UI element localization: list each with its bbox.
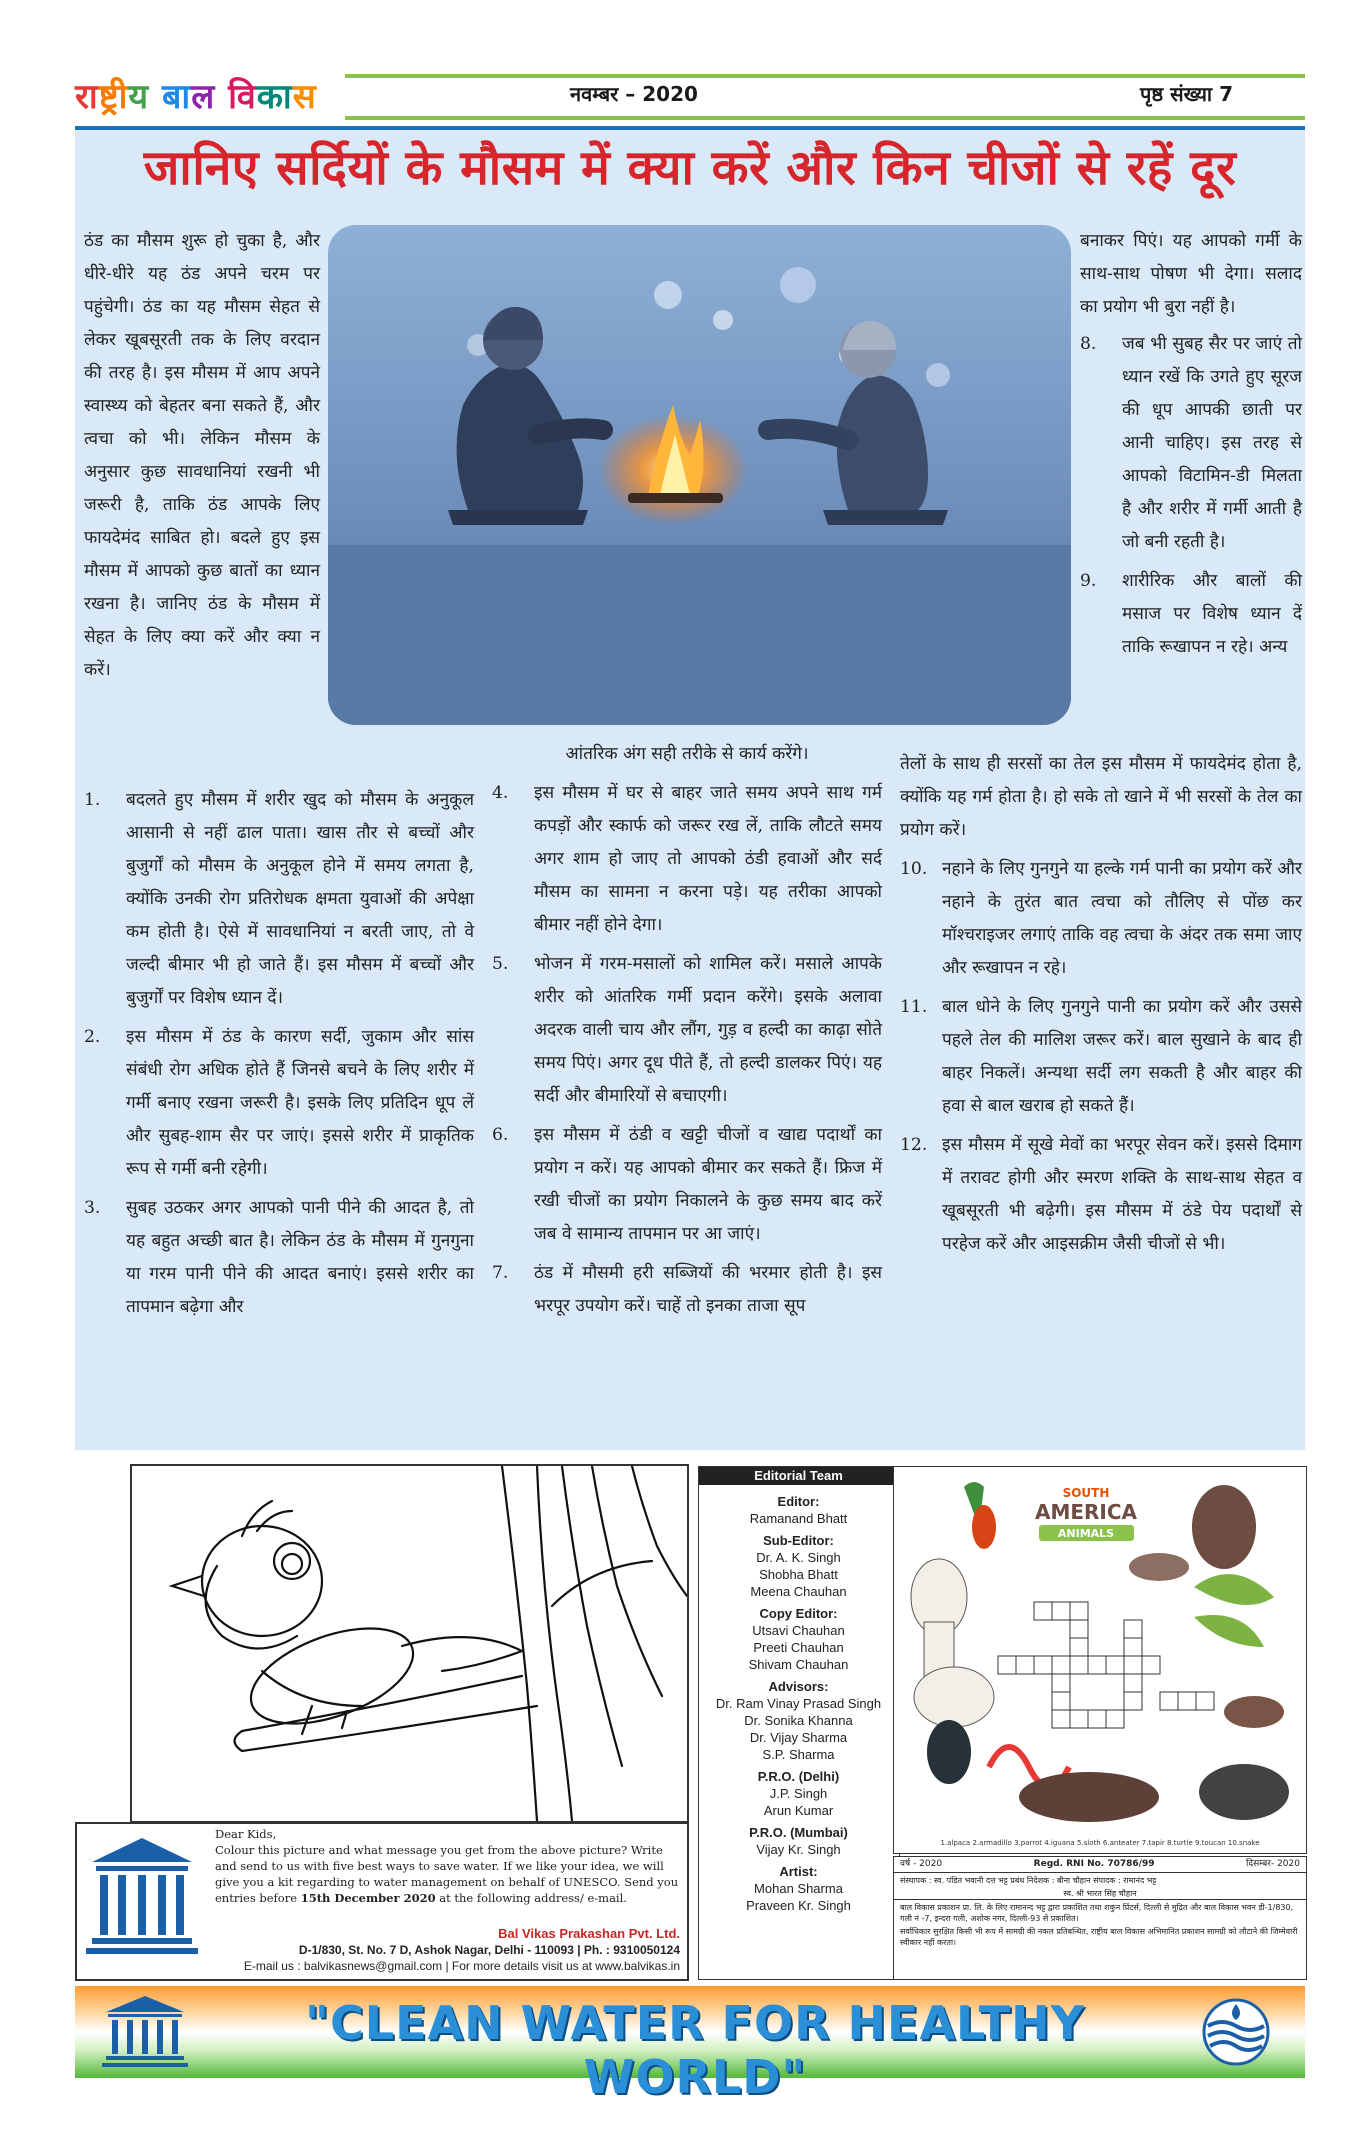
list-item-text: इस मौसम में सूखे मेवों का भरपूर सेवन करें। इससे दिमाग में तरावट होगी और स्मरण शक्ति के साथ-साथ सेहत व खूबसूरती भी बढ़ेगी। इस मौसम में ठंडे पेय पदार्थों से परहेज करें और आइसक्रीम जैसी चीजों से भी। — [942, 1135, 1302, 1254]
editorial-list — [699, 1488, 898, 1914]
list-item-number: 2. — [84, 1027, 101, 1047]
list-item-text: नहाने के लिए गुनगुने या हल्के गर्म पानी का प्रयोग करें और नहाने के तुरंत बात त्वचा को तौलिए से पोंछ कर मॉश्चराइजर लगाएं ताकि वह त्वचा के अंदर तक समा जाए और रूखापन न रहे। — [942, 859, 1302, 978]
imprint-month: दिसम्बर- 2020 — [1246, 1859, 1300, 1869]
article-column-2 — [492, 738, 882, 1329]
imprint-founder-2: स्व. श्री भारत सिंह चौहान — [894, 1888, 1306, 1900]
editorial-name: Dr. A. K. Singh — [756, 1550, 841, 1565]
editorial-name: Utsavi Chauhan — [752, 1623, 845, 1638]
logo-letter: स — [292, 77, 317, 117]
list-item-text: ठंड में मौसमी हरी सब्जियों की भरमार होती है। इस भरपूर उपयोग करें। चाहें तो इनका ताजा सूप — [534, 1263, 882, 1316]
list-item-number: 4. — [492, 783, 509, 803]
list-item — [492, 1119, 882, 1251]
south-america-animals-illustration — [894, 1467, 1306, 1853]
crossword-puzzle — [893, 1466, 1307, 1854]
list-item-number: 11. — [900, 997, 928, 1017]
editorial-name: Ramanand Bhatt — [749, 1511, 848, 1526]
editorial-name: Shobha Bhatt — [759, 1567, 838, 1582]
editorial-name: Praveen Kr. Singh — [746, 1898, 851, 1913]
editorial-role: P.R.O. (Mumbai) — [749, 1825, 848, 1840]
masthead-logo — [75, 72, 350, 122]
list-item-text: इस मौसम में ठंड के कारण सर्दी, जुकाम और सांस संबंधी रोग अधिक होते हैं जिनसे बचने के लिए शरीर में गर्मी बनाए रखना जरूरी है। इसके लिए प्रतिदिन धूप लें और सुबह-शाम सैर पर जाएं। इससे शरीर में प्राकृतिक रूप से गर्मी बनी रहेगी। — [126, 1027, 474, 1179]
logo-letter: का — [256, 77, 293, 117]
coloring-picture-frame — [130, 1464, 689, 1823]
editorial-role: Editor: — [777, 1494, 820, 1509]
list-item — [492, 777, 882, 942]
editorial-title: Editorial Team — [699, 1467, 898, 1485]
editorial-name: Meena Chauhan — [750, 1584, 847, 1599]
list-item-number: 10. — [900, 859, 928, 879]
article-column-1 — [84, 784, 474, 1330]
publisher-email-link[interactable]: E-mail us : balvikasnews@gmail.com | For more details visit us at www.balvikas.in — [243, 1959, 680, 1973]
logo-letter: ष्ट्री — [98, 77, 129, 117]
editorial-role: Sub-Editor: — [763, 1533, 834, 1548]
list-item-number: 1. — [84, 790, 101, 810]
column-3-lead: बनाकर पिएं। यह आपको गर्मी के साथ-साथ पोषण भी देगा। सलाद का प्रयोग भी बुरा नहीं है। — [1080, 231, 1302, 317]
list-item — [492, 1257, 882, 1323]
list-item — [900, 853, 1302, 985]
water-globe-logo — [1200, 1996, 1272, 2068]
imprint-year: वर्ष - 2020 — [900, 1859, 943, 1869]
intro-text: ठंड का मौसम शुरू हो चुका है, और धीरे-धीरे यह ठंड अपने चरम पर पहुंचेगी। ठंड का यह मौसम सेहत से लेकर खूबसूरती तक के लिए वरदान की तरह है। इस मौसम में आप अपने स्वास्थ्य को बेहतर बना सकते हैं, और त्वचा को भी। लेकिन मौसम के अनुसार कुछ सावधानियां रखनी भी जरूरी है, ताकि ठंड आपके लिए फायदेमंद साबित हो। बदले हुए इस मौसम में आपको कुछ बातों का ध्यान रखना है। जानिए ठंड के मौसम में सेहत के लिए क्या करें और क्या न करें। — [84, 231, 320, 680]
column-2-lead: आंतरिक अंग सही तरीके से कार्य करेंगे। — [565, 744, 809, 764]
editorial-role: Artist: — [779, 1864, 818, 1879]
imprint-publisher-note: बाल विकास प्रकाशन प्रा. लि. के लिए रामानन्द भट्ट द्वारा प्रकाशित तथा शकुन प्रिंटर्स, दिल्ली से मुद्रित और बाल विकास भवन डी-1/830, गली नं -7, इन्दरा गली, अशोक नगर, दिल्ली-93 से प्रकाशित। — [900, 1903, 1294, 1923]
unesco-temple-icon — [100, 1992, 190, 2072]
list-item-text: शारीरिक और बालों की मसाज पर विशेष ध्यान दें ताकि रूखापन न रहे। अन्य — [1122, 571, 1302, 657]
editorial-role: Advisors: — [768, 1679, 829, 1694]
list-item-number: 12. — [900, 1135, 928, 1155]
article-intro — [84, 225, 320, 687]
list-item — [1080, 565, 1302, 664]
banner-slogan: "CLEAN WATER FOR HEALTHY WORLD" — [305, 1996, 1085, 2104]
article-column-3-bottom — [900, 748, 1302, 1267]
bird-on-branch-icon — [132, 1466, 687, 1821]
list-item-text: सुबह उठकर अगर आपको पानी पीने की आदत है, तो यह बहुत अच्छी बात है। लेकिन ठंड के मौसम में गुनगुना या गरम पानी पीने की आदत बनाएं। इससे शरीर का तापमान बढ़ेगा और — [126, 1198, 474, 1317]
puzzle-title-top: SOUTH — [1062, 1486, 1110, 1500]
list-item — [1080, 328, 1302, 559]
list-item-text: बदलते हुए मौसम में शरीर खुद को मौसम के अनुकूल आसानी से नहीं ढाल पाता। खास तौर से बच्चों और बुजुर्गों को मौसम के अनुकूल होने में समय लगता है, क्योंकि उनकी रोग प्रतिरोधक क्षमता युवाओं की अपेक्षा कम होती है। ऐसे में सावधानियां न बरती जाए, तो वे जल्दी बीमार भी हो जाते हैं। इस मौसम में बच्चों और बुजुर्गों पर विशेष ध्यान दें। — [126, 790, 474, 1008]
article-headline: जानिए सर्दियों के मौसम में क्या करें और किन चीजों से रहें दूर — [143, 140, 1237, 196]
list-item-number: 8. — [1080, 334, 1097, 354]
editorial-name: Preeti Chauhan — [753, 1640, 844, 1655]
editorial-name: S.P. Sharma — [762, 1747, 835, 1762]
list-item — [492, 948, 882, 1113]
imprint-box — [893, 1856, 1307, 1980]
article-column-3-top — [1080, 225, 1302, 670]
editorial-name: Shivam Chauhan — [748, 1657, 849, 1672]
puzzle-legend: 1.alpaca 2.armadillo 3.parrot 4.iguana 5.sloth 6.anteater 7.tapir 8.turtle 9.toucan 10.snake — [940, 1839, 1260, 1847]
puzzle-title-bottom: ANIMALS — [1057, 1527, 1115, 1540]
list-item-number: 6. — [492, 1125, 509, 1145]
issue-date: नवम्बर – 2020 — [570, 82, 698, 106]
dear-kids-label: Dear Kids, — [215, 1827, 277, 1841]
contest-text: Colour this picture and what message you get from the above picture? Write and send to us with five best ways to save water. If we like your idea, we will give you a kit regarding to water management on behalf of UNESCO. Send you entries before — [215, 1843, 679, 1905]
list-item-text: इस मौसम में ठंडी व खट्टी चीजों व खाद्य पदार्थों का प्रयोग न करें। यह आपको बीमार कर सकते हैं। फ्रिज में रखी चीजों का प्रयोग निकालने के कुछ समय बाद करें जब वे सामान्य तापमान पर आ जाएं। — [534, 1125, 882, 1244]
logo-letter: वि — [228, 77, 257, 117]
logo-letter: रा — [75, 77, 99, 117]
imprint-copyright: सर्वाधिकार सुरक्षित किसी भी रूप में सामग्री की नकल प्रतिबन्धित, राष्ट्रीय बाल विकास अभिमानित प्रकाशन सामग्री को लौटाने की जिम्मेवारी स्वीकार नहीं करता। — [900, 1927, 1298, 1947]
editorial-name: Dr. Vijay Sharma — [749, 1730, 848, 1745]
contest-message — [215, 1826, 680, 1906]
editorial-name: Dr. Sonika Khanna — [744, 1713, 853, 1728]
editorial-name: J.P. Singh — [769, 1786, 828, 1801]
list-item — [900, 1129, 1302, 1261]
imprint-founder: संस्थापक : स्व. पंडित भवानी दत्त भट्ट प्रबंध निदेशक : बीना चौहान संपादक : रामानंद भट्ट — [900, 1876, 1157, 1885]
list-item — [900, 991, 1302, 1123]
list-item-text: बाल धोने के लिए गुनगुने पानी का प्रयोग करें और उससे पहले तेल की मालिश जरूर करें। बाल सुखाने के बाद ही बाहर निकलें। अन्यथा सर्दी लग सकती है और बाहर की हवा से बाल खराब हो सकते हैं। — [942, 997, 1302, 1116]
list-item-number: 5. — [492, 954, 509, 974]
editorial-role: P.R.O. (Delhi) — [757, 1769, 840, 1784]
list-item — [84, 784, 474, 1015]
contest-text-end: at the following address/ e-mail. — [439, 1891, 627, 1905]
page-number: पृष्ठ संख्या 7 — [1140, 82, 1233, 106]
list-item-number: 3. — [84, 1198, 101, 1218]
list-item-text: भोजन में गरम-मसालों को शामिल करें। मसाले आपके शरीर को आंतरिक गर्मी प्रदान करेंगे। इसके अलावा अदरक वाली चाय और लौंग, गुड़ व हल्दी का काढ़ा सोते समय पिएं। अगर दूध पीते हैं, तो हल्दी डालकर पिएं। यह सर्दी और बीमारियों से बचाएगी। — [534, 954, 882, 1106]
publisher-address: D-1/830, St. No. 7 D, Ashok Nagar, Delhi - 110093 | Ph. : 9310050124 — [298, 1943, 680, 1957]
puzzle-title-mid: AMERICA — [1034, 1500, 1138, 1524]
list-item — [84, 1192, 474, 1324]
contest-deadline: 15th December 2020 — [300, 1891, 436, 1905]
logo-letter: य — [128, 77, 162, 117]
publisher-name: Bal Vikas Prakashan Pvt. Ltd. — [498, 1926, 680, 1941]
editorial-name: Arun Kumar — [763, 1803, 834, 1818]
list-item-text: इस मौसम में घर से बाहर जाते समय अपने साथ गर्म कपड़ों और स्कार्फ को जरूर रख लें, ताकि लौटते समय अगर शाम हो जाए तो आपको ठंडी हवाओं और सर्द मौसम का सामना न करना पड़े। यह तरीका आपको बीमार नहीं होने देगा। — [534, 783, 882, 935]
bonfire-photo-illustration — [328, 225, 1071, 725]
unesco-logo — [82, 1830, 202, 1970]
editorial-name: Dr. Ram Vinay Prasad Singh — [715, 1696, 882, 1711]
imprint-regd: Regd. RNI No. 70786/99 — [1033, 1859, 1155, 1869]
column-3-continued: तेलों के साथ ही सरसों का तेल इस मौसम में फायदेमंद होता है, क्योंकि यह गर्म होता है। हो सके तो खाने में भी सरसों के तेल का प्रयोग करें। — [900, 754, 1302, 840]
list-item-number: 9. — [1080, 571, 1097, 591]
list-item-text: जब भी सुबह सैर पर जाएं तो ध्यान रखें कि उगते हुए सूरज की धूप आपकी छाती पर आनी चाहिए। इस तरह से आपको विटामिन-डी मिलता है और शरीर में गर्मी आती है जो बनी रहती है। — [1122, 334, 1302, 552]
water-globe-icon — [1200, 1996, 1272, 2068]
list-item — [84, 1021, 474, 1186]
list-item-number: 7. — [492, 1263, 509, 1283]
editorial-name: Mohan Sharma — [754, 1881, 843, 1896]
unesco-temple-icon — [82, 1830, 202, 1970]
editorial-role: Copy Editor: — [759, 1606, 838, 1621]
article-photo — [328, 225, 1071, 725]
logo-letter: ल — [191, 77, 229, 117]
banner-unesco-logo — [100, 1992, 190, 2072]
logo-letter: बा — [161, 77, 192, 117]
editorial-name: Vijay Kr. Singh — [756, 1842, 841, 1857]
publisher-block — [215, 1926, 680, 1974]
